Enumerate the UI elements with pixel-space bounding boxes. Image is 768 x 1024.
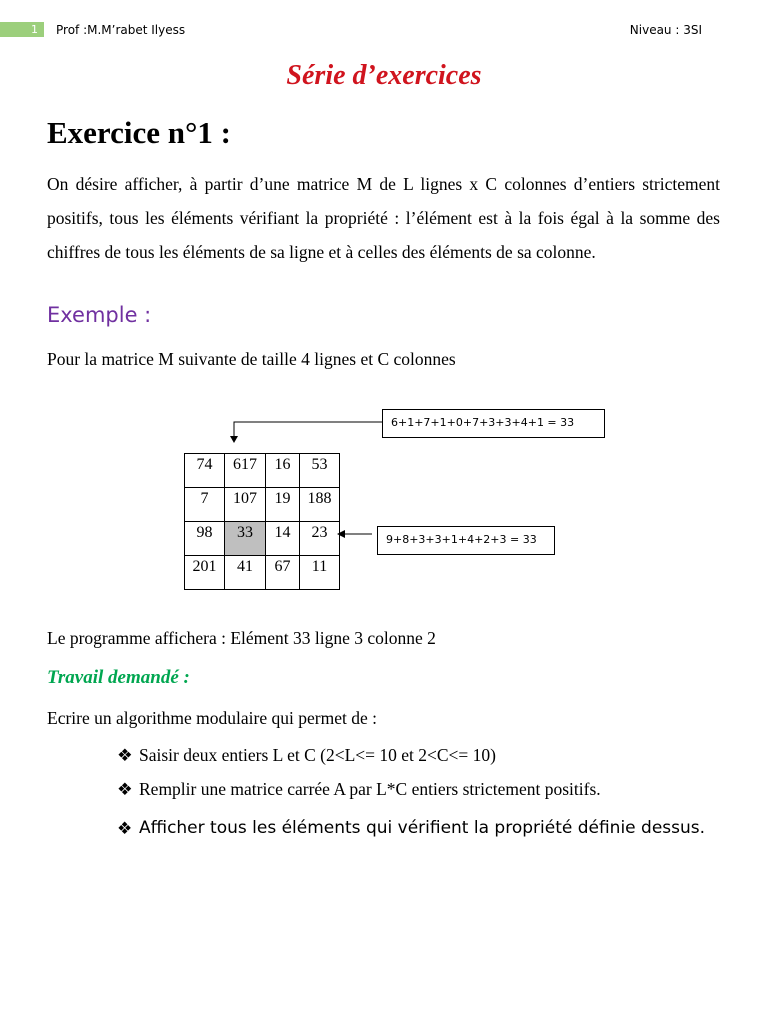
column-sum-note: 6+1+7+1+0+7+3+3+4+1 = 33	[382, 409, 605, 438]
task-intro: Ecrire un algorithme modulaire qui permet de :	[47, 708, 377, 728]
diamond-bullet-icon: ❖	[117, 779, 133, 799]
bullet-text: Afficher tous les éléments qui vérifient la propriété définie dessus.	[139, 818, 706, 838]
matrix-cell: 23	[300, 522, 340, 556]
bullet-item	[117, 745, 496, 766]
header-author: Prof :M.M’rabet Ilyess	[56, 23, 186, 37]
matrix-cell: 67	[266, 556, 300, 590]
matrix-cell: 7	[185, 488, 225, 522]
matrix-row	[185, 488, 340, 522]
example-heading: Exemple :	[47, 303, 152, 327]
column-arrow-head	[230, 436, 238, 443]
page-number: 1	[0, 22, 44, 37]
matrix-cell: 41	[225, 556, 266, 590]
matrix-cell: 617	[225, 454, 266, 488]
row-sum-note: 9+8+3+3+1+4+2+3 = 33	[377, 526, 555, 555]
bullet-item	[117, 812, 720, 845]
intro-paragraph: On désire afficher, à partir d’une matrice M de L lignes x C colonnes d’entiers strictement positifs, tous les éléments vérifiant la propriété : l’élément est à la fois égal à la somme des chiffres de tous les éléments de sa ligne et à celles des éléments de sa colonne.	[47, 174, 720, 262]
matrix-row	[185, 556, 340, 590]
example-matrix	[184, 453, 340, 590]
bullet-item	[117, 779, 601, 800]
matrix-cell: 14	[266, 522, 300, 556]
exercise-heading: Exercice n°1 :	[47, 115, 231, 150]
matrix-cell: 16	[266, 454, 300, 488]
example-text: Pour la matrice M suivante de taille 4 lignes et C colonnes	[47, 349, 456, 369]
diamond-bullet-icon: ❖	[117, 745, 133, 765]
header-level: Niveau : 3SI	[629, 23, 702, 37]
matrix-cell: 53	[300, 454, 340, 488]
matrix-cell-highlighted: 33	[225, 522, 266, 556]
matrix-cell: 201	[185, 556, 225, 590]
matrix-cell: 11	[300, 556, 340, 590]
matrix-row	[185, 454, 340, 488]
matrix-cell: 188	[300, 488, 340, 522]
page-title: Série d’exercices	[286, 60, 482, 91]
matrix-row	[185, 522, 340, 556]
output-line: Le programme affichera : Elément 33 ligne 3 colonne 2	[47, 628, 436, 648]
matrix-cell: 107	[225, 488, 266, 522]
matrix-cell: 98	[185, 522, 225, 556]
column-arrow	[234, 422, 382, 436]
matrix-cell: 74	[185, 454, 225, 488]
task-heading: Travail demandé :	[47, 667, 190, 688]
bullet-text: Remplir une matrice carrée A par L*C entiers strictement positifs.	[139, 779, 601, 799]
bullet-text: Saisir deux entiers L et C (2<L<= 10 et 2<C<= 10)	[139, 745, 496, 765]
diamond-bullet-icon: ❖	[117, 819, 133, 838]
matrix-cell: 19	[266, 488, 300, 522]
